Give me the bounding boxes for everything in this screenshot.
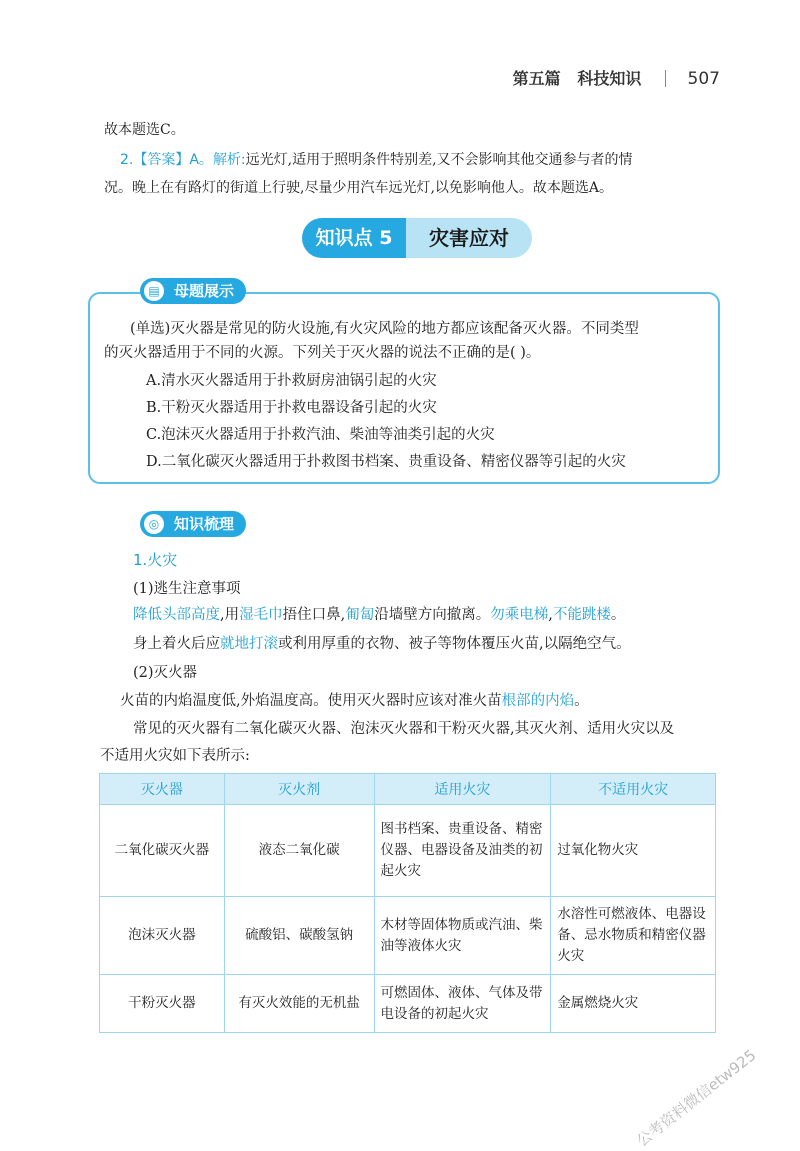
option-c: C.泡沫灭火器适用于扑救汽油、柴油等油类引起的火灾 — [146, 427, 495, 443]
key-lower-head: 降低头部高度 — [133, 607, 220, 623]
key-crawl: 匍匐 — [345, 607, 375, 623]
extinguisher-table — [99, 773, 716, 1033]
prev-conclusion: 故本题选C。 — [104, 122, 185, 138]
knowledge-point-banner — [302, 218, 532, 258]
text-seg: ,用 — [220, 607, 240, 623]
table-cell: 有灭火效能的无机盐 — [224, 975, 374, 1033]
text-seg: 捂住口鼻, — [282, 607, 346, 623]
table-cell: 干粉灭火器 — [100, 975, 225, 1033]
types-line-2: 不适用火灾如下表所示: — [100, 748, 250, 764]
text-seg: 沿墙壁方向撤离。 — [374, 607, 491, 623]
banner-title: 灾害应对 — [406, 218, 532, 258]
analysis-text-2: 况。晚上在有路灯的街道上行驶,尽量少用汽车远光灯,以免影响他人。故本题选A。 — [104, 180, 614, 196]
table-cell: 液态二氧化碳 — [224, 805, 374, 897]
question-section-label: 母题展示 — [174, 282, 235, 300]
text-seg: 或利用厚重的衣物、被子等物体覆压火苗,以隔绝空气。 — [278, 636, 631, 652]
option-b: B.干粉灭火器适用于扑救电器设备引起的火灾 — [146, 400, 437, 416]
text-seg: 身上着火后应 — [133, 636, 220, 652]
text-seg: 。 — [610, 607, 626, 623]
knowledge-section-title — [140, 511, 246, 537]
table-header-row — [100, 774, 716, 805]
table-cell: 木材等固体物质或汽油、柴油等液体火灾 — [374, 897, 551, 975]
table-cell: 硫酸铝、碳酸氢钠 — [224, 897, 374, 975]
col-header: 不适用火灾 — [551, 774, 716, 805]
answer-2 — [120, 150, 730, 170]
flame-line — [120, 690, 730, 712]
table-row — [100, 897, 716, 975]
table-cell: 过氧化物火灾 — [551, 805, 716, 897]
text-seg: 。 — [574, 693, 589, 709]
knowledge-section-label: 知识梳理 — [174, 515, 235, 533]
key-roll: 就地打滚 — [220, 636, 278, 652]
key-no-jump: 不能跳楼 — [552, 607, 611, 623]
table-cell: 可燃固体、液体、气体及带电设备的初起火灾 — [374, 975, 551, 1033]
table-cell: 图书档案、贵重设备、精密仪器、电器设备及油类的初起火灾 — [374, 805, 551, 897]
section-title: 科技知识 — [577, 69, 642, 88]
watermark: 公考资料微信etw925 — [633, 1046, 760, 1151]
table-row — [100, 975, 716, 1033]
answer-number: 2.【答案】A。 — [120, 152, 213, 168]
banner-label: 知识点 5 — [302, 218, 406, 258]
analysis-label: 解析: — [212, 152, 246, 168]
section-name: 第五篇 — [512, 69, 561, 88]
analysis-text-1: 远光灯,适用于照明条件特别差,又不会影响其他交通参与者的情 — [245, 152, 633, 168]
key-no-elevator: 勿乘电梯 — [490, 607, 549, 623]
text-seg: 火苗的内焰温度低,外焰温度高。使用灭火器时应该对准火苗 — [120, 693, 502, 709]
col-header: 灭火剂 — [224, 774, 374, 805]
table-cell: 二氧化碳灭火器 — [100, 805, 225, 897]
col-header: 灭火器 — [100, 774, 225, 805]
table-cell: 金属燃烧火灾 — [551, 975, 716, 1033]
key-inner-flame: 根部的内焰 — [501, 693, 575, 709]
question-section-title — [140, 278, 246, 304]
escape-line-1 — [133, 604, 733, 626]
magnifier-icon: ◎ — [144, 514, 164, 534]
escape-line-2 — [133, 633, 733, 655]
header-divider — [665, 70, 666, 87]
page-number: 507 — [687, 69, 720, 89]
table-cell: 泡沫灭火器 — [100, 897, 225, 975]
question-stem-1: (单选)灭火器是常见的防火设施,有火灾风险的地方都应该配备灭火器。不同类型 — [130, 321, 639, 337]
option-a: A.清水灭火器适用于扑救厨房油锅引起的火灾 — [146, 373, 437, 389]
key-wet-towel: 湿毛巾 — [239, 607, 283, 623]
option-d: D.二氧化碳灭火器适用于扑救图书档案、贵重设备、精密仪器等引起的火灾 — [146, 454, 626, 470]
subheading-extinguisher: (2)灭火器 — [133, 665, 198, 681]
table-cell: 水溶性可燃液体、电器设备、忌水物质和精密仪器火灾 — [551, 897, 716, 975]
table-row — [100, 805, 716, 897]
question-stem-2: 的灭火器适用于不同的火源。下列关于灭火器的说法不正确的是( )。 — [104, 345, 541, 361]
types-line-1: 常见的灭火器有二氧化碳灭火器、泡沫灭火器和干粉灭火器,其灭火剂、适用火灾以及 — [133, 721, 675, 737]
text-seg: , — [548, 607, 553, 623]
document-icon: ▤ — [144, 281, 164, 301]
subheading-escape: (1)逃生注意事项 — [133, 581, 241, 597]
col-header: 适用火灾 — [374, 774, 551, 805]
page-header — [513, 66, 720, 89]
heading-fire: 1.火灾 — [133, 551, 178, 569]
